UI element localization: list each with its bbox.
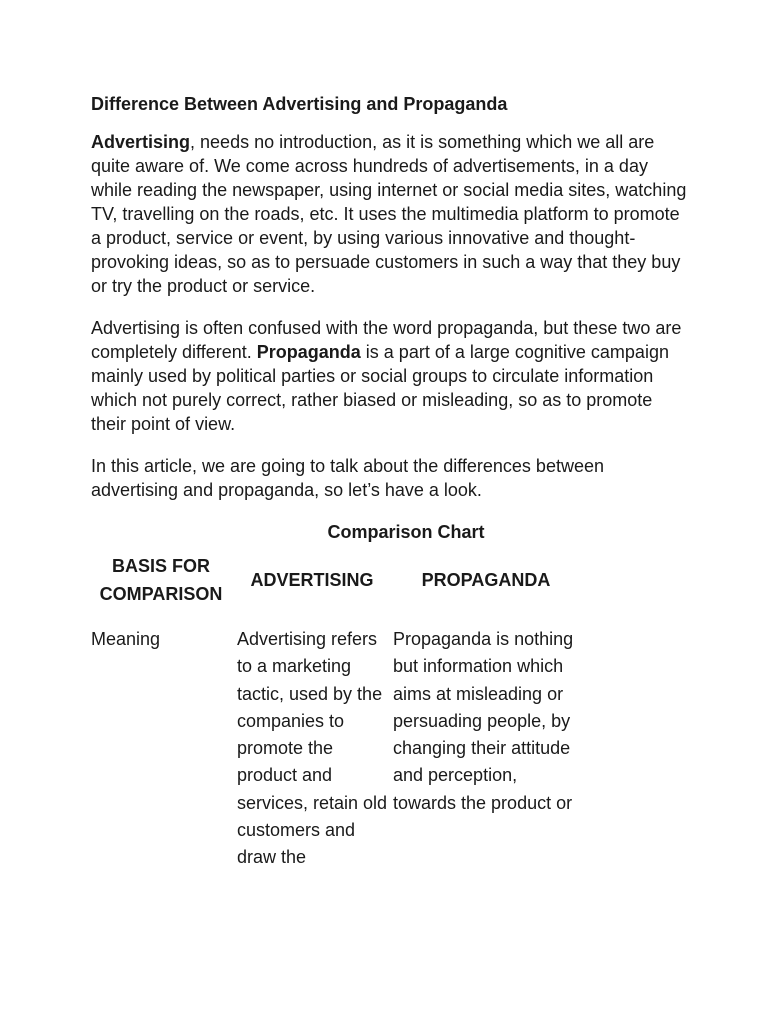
header-advertising: ADVERTISING	[250, 570, 374, 590]
paragraph-article-intro: In this article, we are going to talk about the differences between advertising and propaganda, so let’s have a look.	[91, 456, 604, 500]
document-page	[91, 92, 691, 872]
paragraph-text: , needs no introduction, as it is something which we all are quite aware of. We come across hundreds of advertisements, in a day while reading the newspaper, using internet or social media sites, watching TV, travelling on the roads, etc. It uses the multimedia platform to promote a product, service or event, by using various innovative and thought-provoking ideas, so as to persuade customers in such a way that they buy or try the product or service.	[91, 132, 687, 296]
comparison-table	[91, 552, 585, 872]
document-title: Difference Between Advertising and Propaganda	[91, 94, 508, 114]
table-header-row	[91, 552, 585, 608]
bold-term-propaganda: Propaganda	[256, 342, 361, 362]
cell-basis: Meaning	[91, 629, 161, 649]
bold-term-advertising: Advertising	[91, 132, 191, 152]
comparison-chart-title: Comparison Chart	[327, 522, 485, 542]
header-propaganda: PROPAGANDA	[421, 570, 551, 590]
table-row	[91, 626, 585, 872]
cell-advertising: Advertising refers to a marketing tactic, used by the companies to promote the product and services, retain old customers and draw the	[237, 629, 388, 868]
paragraph-advertising-intro	[91, 130, 691, 298]
header-basis-for-comparison: BASIS FOR COMPARISON	[99, 556, 223, 604]
paragraph-text: Advertising is often confused with the word propaganda, but these two are completely different.	[91, 318, 682, 362]
cell-propaganda: Propaganda is nothing but information which aims at misleading or persuading people, by changing their attitude and perception, towards the product or	[393, 629, 574, 813]
paragraph-propaganda-intro	[91, 316, 691, 436]
paragraph-text: is a part of a large cognitive campaign mainly used by political parties or social groups to circulate information which not purely correct, rather biased or misleading, so as to promote their point of view.	[91, 342, 669, 434]
table-spacer	[91, 608, 585, 626]
